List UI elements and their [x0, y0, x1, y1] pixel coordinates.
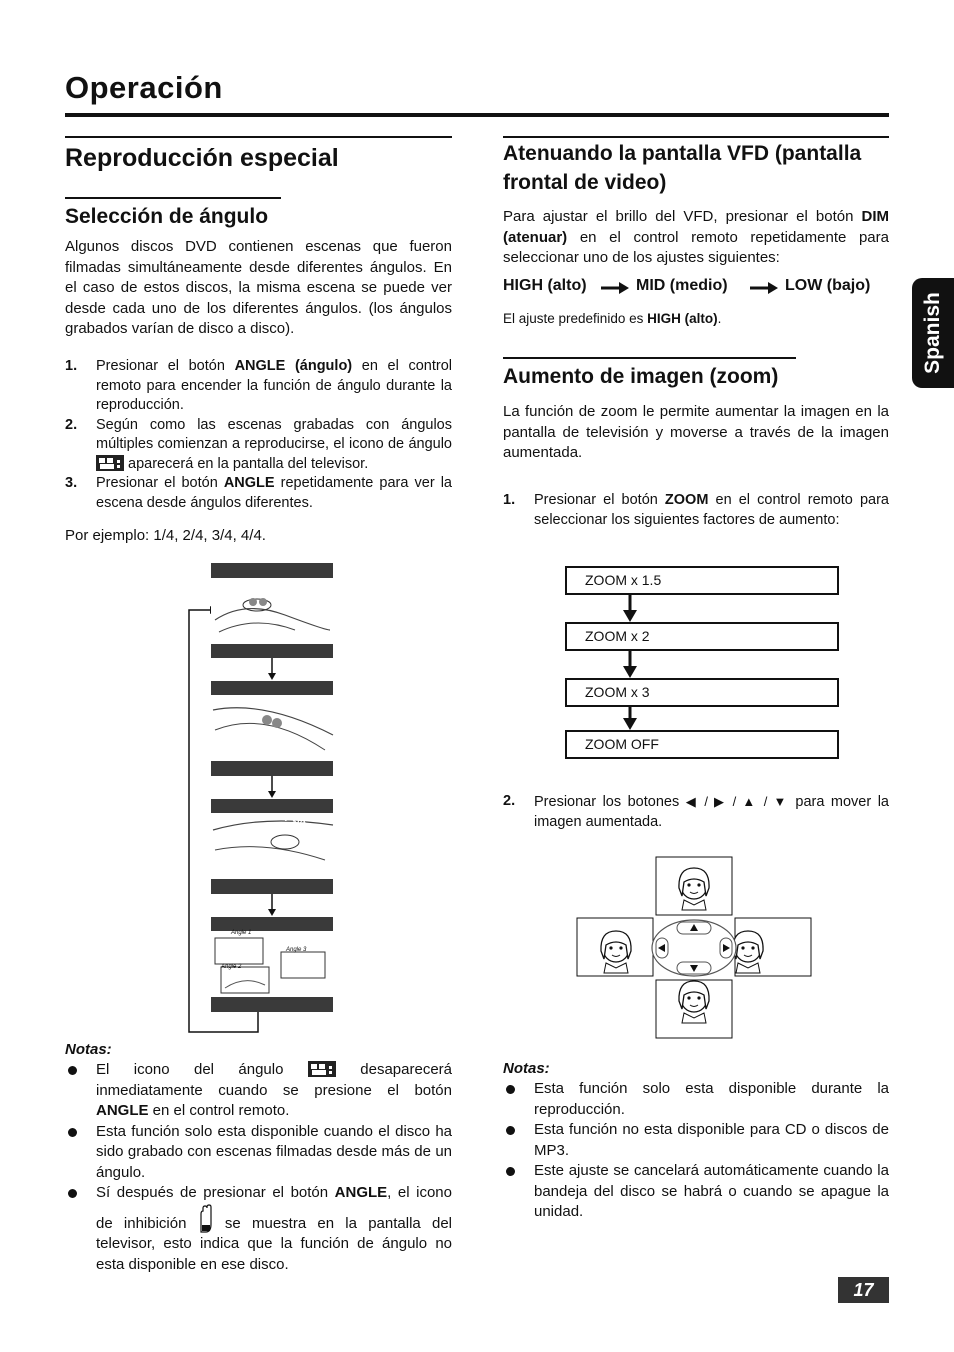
zoom-factor-2: ZOOM x 2	[565, 622, 839, 651]
zoom-factor-off: ZOOM OFF	[565, 730, 839, 759]
arrow-down-icon	[622, 706, 638, 730]
angle-diagram	[185, 560, 337, 1036]
vfd-level-mid: MID (medio)	[636, 277, 728, 294]
right-note-3: Este ajuste se cancelará automáticamente cuando la bandeja del disco se habrá o cuando se apague la unidad.	[503, 1161, 889, 1223]
page-number: 17	[838, 1277, 889, 1303]
subsection-rule	[65, 197, 281, 199]
vfd-heading: Atenuando la pantalla VFD (pantalla frontal de video)	[503, 142, 862, 194]
section-title: Reproducción especial	[65, 144, 339, 172]
zoom-factor-1: ZOOM x 1.5	[565, 566, 839, 595]
inhibit-hand-icon	[198, 1204, 214, 1234]
zoom-step-2: 2. Presionar los botones ◀ / ▶ / ▲ / ▼ para mover la imagen aumentada.	[503, 793, 889, 830]
page-title: Operación	[65, 70, 223, 105]
left-notes	[65, 1060, 452, 1275]
vfd-rule	[503, 136, 889, 138]
language-tab	[912, 278, 954, 388]
angle-step-2: 2. Según como las escenas grabadas con ángulos múltiples comienzan a reproducirse, el icono de ángulo aparecerá en la pantalla del televisor.	[65, 416, 452, 472]
right-notes-heading: Notas:	[503, 1060, 550, 1077]
vfd-default: El ajuste predefinido es HIGH (alto).	[503, 311, 722, 326]
right-note-1: Esta función solo esta disponible durante la reproducción.	[503, 1079, 889, 1120]
angle-example: Por ejemplo: 1/4, 2/4, 3/4, 4/4.	[65, 527, 266, 544]
left-notes-heading: Notas:	[65, 1041, 112, 1058]
angle-steps	[65, 357, 452, 513]
arrow-right-icon	[750, 282, 778, 294]
angle-sub-2: Angle 2	[221, 964, 242, 970]
vfd-level-high: HIGH (alto)	[503, 277, 587, 294]
arrow-down-icon	[622, 594, 638, 622]
right-note-2: Esta función no esta disponible para CD o discos de MP3.	[503, 1120, 889, 1161]
angle-step-3: 3. Presionar el botón ANGLE repetidamente para ver la escena desde ángulos diferentes.	[65, 475, 452, 511]
angle-sub-3: Angle 3	[286, 947, 307, 953]
title-rule	[65, 113, 889, 117]
angle-sub-1: Angle 1	[231, 930, 252, 936]
angle-intro: Algunos discos DVD contienen escenas que fueron filmadas simultáneamente desde diferentes ángulos. En el caso de estos discos, la misma escena se puede ver desde cada uno de los diferentes ángulos. (los ángulos grabados varían de disco a disco).	[65, 238, 452, 337]
angle-label-2: : 2/4	[284, 698, 307, 710]
left-note-2: Esta función solo esta disponible cuando el disco ha sido grabado con escenas filmadas desde más de un ángulo.	[65, 1122, 452, 1184]
angle-screen-2	[211, 681, 333, 776]
angle-screen-1	[211, 563, 333, 658]
zoom-intro: La función de zoom le permite aumentar la imagen en la pantalla de televisión y moverse a través de la imagen aumentada.	[503, 403, 889, 461]
angle-label-4: : 4/4	[284, 933, 307, 945]
zoom-step-1: 1. Presionar el botón ZOOM en el control remoto para seleccionar los siguientes factores de aumento:	[503, 492, 889, 528]
zoom-rule	[503, 357, 796, 359]
left-note-3: Sí después de presionar el botón ANGLE, el icono de inhibición se muestra en la pantalla del televisor, esto indica que la función de ángulo no esta disponible en ese disco.	[65, 1183, 452, 1275]
section-rule	[65, 136, 452, 138]
angle-label-3: : 3/4	[284, 816, 307, 828]
language-tab-label: Spanish	[921, 292, 944, 374]
angle-screen-3	[211, 799, 333, 894]
angle-icon	[308, 1061, 336, 1077]
zoom-move-diagram	[576, 856, 814, 1040]
vfd-level-low: LOW (bajo)	[785, 277, 871, 294]
direction-arrows: ◀ / ▶ / ▲ / ▼	[685, 794, 789, 809]
angle-heading: Selección de ángulo	[65, 205, 269, 228]
arrow-right-icon	[601, 282, 629, 294]
angle-step-1: 1. Presionar el botón ANGLE (ángulo) en el control remoto para encender la función de ángulo durante la reproducción.	[65, 358, 452, 413]
direction-pad-icon	[652, 920, 736, 976]
angle-icon	[96, 455, 124, 471]
vfd-paragraph: Para ajustar el brillo del VFD, presionar el botón DIM (atenuar) en el control remoto repetidamente para seleccionar uno de los ajustes siguientes:	[503, 208, 889, 266]
zoom-factor-3: ZOOM x 3	[565, 678, 839, 707]
left-note-1: El icono del ángulo desaparecerá inmediatamente cuando se presione el botón ANGLE en el control remoto.	[65, 1060, 452, 1122]
zoom-heading: Aumento de imagen (zoom)	[503, 365, 779, 388]
right-notes	[503, 1079, 889, 1223]
arrow-down-icon	[622, 650, 638, 678]
angle-label-1: : 1/4	[284, 580, 307, 592]
